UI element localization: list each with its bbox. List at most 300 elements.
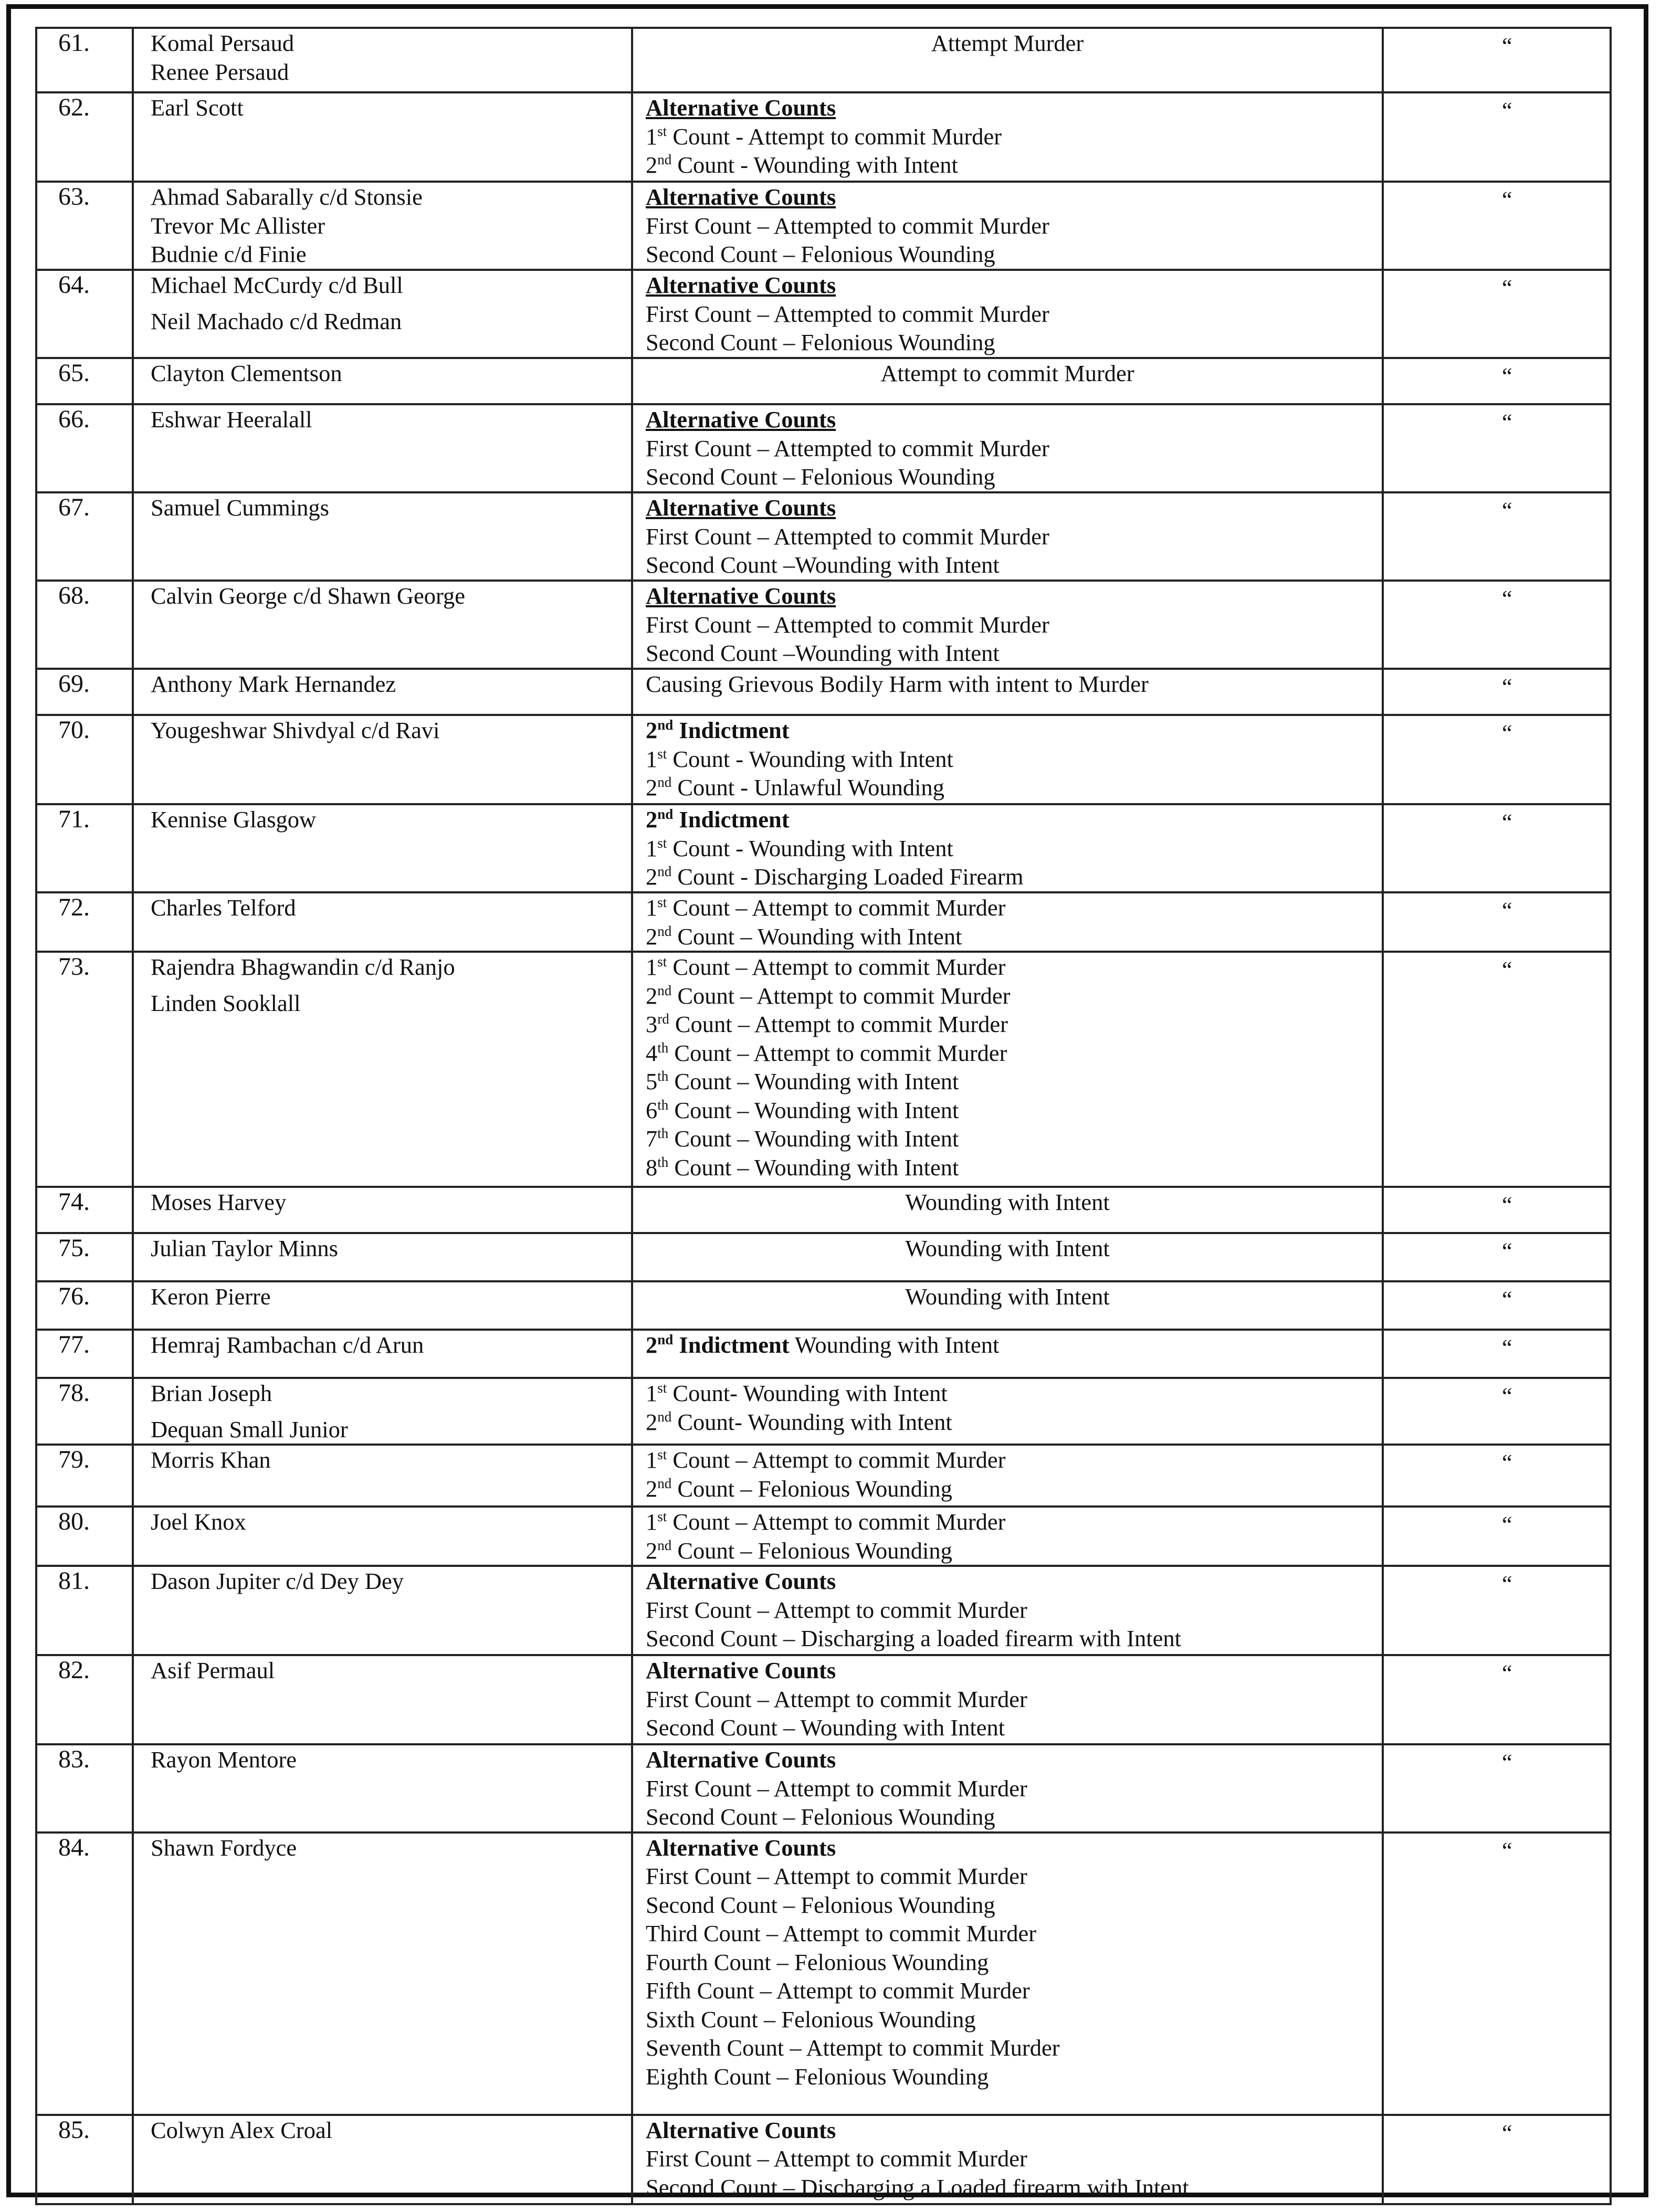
table-row <box>36 1187 1611 1233</box>
offence-text: Indictment <box>673 806 790 833</box>
ditto-mark <box>1383 2115 1611 2204</box>
offence-line <box>646 1834 1382 1862</box>
table-row <box>36 492 1611 581</box>
row-number: 71. <box>36 804 133 892</box>
ditto-symbol: “ <box>1502 1383 1512 1409</box>
ditto-mark <box>1383 1378 1611 1445</box>
table-row <box>36 182 1611 270</box>
offence-text: Count - Attempt to commit Murder <box>667 123 1002 150</box>
offence-line <box>633 1234 1382 1263</box>
offence-line <box>646 862 1382 891</box>
table-row <box>36 1507 1611 1566</box>
accused-name: Clayton Clementson <box>151 360 342 386</box>
offence-text: Alternative Counts <box>646 1834 836 1861</box>
table-row <box>36 669 1611 715</box>
offence-text: Count – Wounding with Intent <box>668 1125 959 1152</box>
count-ordinal: 1 <box>646 954 658 980</box>
ordinal-suffix: st <box>657 954 667 970</box>
offence-line <box>646 2062 1382 2091</box>
offence-text: Count – Attempt to commit Murder <box>669 1011 1008 1037</box>
offence-line <box>646 328 1382 357</box>
ditto-symbol: “ <box>1502 1837 1512 1863</box>
ditto-mark <box>1383 715 1611 804</box>
offence-cell <box>632 1187 1383 1233</box>
offence-text: Second Count – Felonious Wounding <box>646 1804 995 1830</box>
offence-line <box>646 773 1382 802</box>
table-row <box>36 1445 1611 1507</box>
row-number: 64. <box>36 270 133 358</box>
row-number: 69. <box>36 669 133 715</box>
offence-text: Wounding with Intent <box>905 1283 1110 1310</box>
offence-text: Alternative Counts <box>646 1657 836 1683</box>
offence-cell <box>632 92 1383 182</box>
accused-name: Dequan Small Junior <box>151 1416 348 1442</box>
offence-line <box>646 1685 1382 1714</box>
accused-names <box>133 581 632 669</box>
ordinal-suffix: nd <box>657 1332 674 1348</box>
ordinal-suffix: nd <box>657 1408 672 1425</box>
ordinal-suffix: th <box>657 1154 669 1170</box>
offence-cell <box>632 804 1383 892</box>
accused-name <box>151 300 631 307</box>
accused-name: Morris Khan <box>151 1447 271 1473</box>
offence-cell <box>632 1281 1383 1330</box>
ditto-mark <box>1383 404 1611 492</box>
offence-line <box>633 359 1382 388</box>
offence-line <box>646 93 1382 122</box>
accused-names <box>133 28 632 92</box>
offence-cell <box>632 669 1383 715</box>
row-number: 75. <box>36 1233 133 1281</box>
offence-text: Second Count – Felonious Wounding <box>646 329 995 355</box>
offence-text: Indictment <box>673 717 790 743</box>
offence-line <box>646 1153 1382 1182</box>
count-ordinal: 8 <box>646 1154 658 1181</box>
offence-cell <box>632 581 1383 669</box>
offence-line <box>646 1474 1382 1503</box>
row-number: 73. <box>36 952 133 1187</box>
ditto-symbol: “ <box>1502 2120 1512 2146</box>
accused-name: Charles Telford <box>151 894 296 921</box>
offence-cell <box>632 1507 1383 1566</box>
row-number: 77. <box>36 1330 133 1378</box>
accused-names <box>133 1445 632 1507</box>
count-ordinal: 2 <box>646 1537 658 1564</box>
ditto-mark <box>1383 669 1611 715</box>
offence-cell <box>632 892 1383 952</box>
ordinal-suffix: nd <box>657 1475 672 1491</box>
count-ordinal: 6 <box>646 1097 658 1123</box>
table-row <box>36 1330 1611 1378</box>
count-ordinal: 1 <box>646 1380 658 1406</box>
ditto-mark <box>1383 1281 1611 1330</box>
offence-line <box>646 1774 1382 1803</box>
ditto-symbol: “ <box>1502 898 1512 923</box>
offence-line <box>646 434 1382 463</box>
ditto-symbol: “ <box>1502 363 1512 389</box>
accused-name: Yougeshwar Shivdyal c/d Ravi <box>151 717 440 743</box>
offence-text: First Count – Attempted to commit Murder <box>646 523 1049 550</box>
offence-line <box>646 493 1382 522</box>
offence-text: Fifth Count – Attempt to commit Murder <box>646 1977 1030 2004</box>
row-number: 85. <box>36 2115 133 2204</box>
offence-cell <box>632 1233 1383 1281</box>
offence-text: Alternative Counts <box>646 583 836 609</box>
accused-name: Julian Taylor Minns <box>151 1235 338 1261</box>
offence-line <box>646 670 1382 699</box>
accused-name: Anthony Mark Hernandez <box>151 671 396 697</box>
accused-names <box>133 715 632 804</box>
ditto-mark <box>1383 1330 1611 1378</box>
accused-name <box>151 1408 631 1415</box>
row-number: 61. <box>36 28 133 92</box>
offence-line <box>646 982 1382 1010</box>
ditto-mark <box>1383 270 1611 358</box>
ditto-symbol: “ <box>1502 187 1512 213</box>
offence-line <box>646 1446 1382 1474</box>
ditto-symbol: “ <box>1502 809 1512 835</box>
ditto-symbol: “ <box>1502 1571 1512 1597</box>
ditto-symbol: “ <box>1502 1287 1512 1312</box>
row-number: 83. <box>36 1744 133 1832</box>
offence-line <box>646 551 1382 580</box>
offence-line <box>646 212 1382 240</box>
offence-text: Second Count –Wounding with Intent <box>646 640 1000 666</box>
row-number: 74. <box>36 1187 133 1233</box>
row-number: 68. <box>36 581 133 669</box>
count-ordinal: 4 <box>646 1039 658 1066</box>
accused-name: Brian Joseph <box>151 1380 272 1406</box>
ordinal-suffix: st <box>657 1509 667 1525</box>
offence-line <box>646 893 1382 922</box>
ditto-mark <box>1383 804 1611 892</box>
ordinal-suffix: nd <box>657 982 672 998</box>
table-row <box>36 28 1611 92</box>
ordinal-suffix: nd <box>657 863 672 880</box>
accused-name: Trevor Mc Allister <box>151 212 325 239</box>
ordinal-suffix: th <box>657 1125 669 1142</box>
ordinal-suffix: nd <box>657 1537 672 1553</box>
offence-text: Alternative Counts <box>646 272 836 298</box>
offence-cell <box>632 270 1383 358</box>
count-ordinal: 2 <box>646 806 658 833</box>
ditto-mark <box>1383 1445 1611 1507</box>
accused-name: Budnie c/d Finie <box>151 241 307 267</box>
offence-cell <box>632 715 1383 804</box>
table-row <box>36 952 1611 1187</box>
offence-text: Count – Attempt to commit Murder <box>667 894 1006 921</box>
offence-line <box>646 582 1382 610</box>
accused-names <box>133 1655 632 1744</box>
ditto-mark <box>1383 1187 1611 1233</box>
offence-text: Count - Wounding with Intent <box>671 152 958 178</box>
row-number: 67. <box>36 492 133 581</box>
ordinal-suffix: st <box>657 1447 667 1463</box>
count-ordinal: 2 <box>646 923 658 950</box>
table-row <box>36 92 1611 182</box>
offence-line <box>633 29 1382 58</box>
count-ordinal: 2 <box>646 863 658 890</box>
ditto-mark <box>1383 28 1611 92</box>
accused-names <box>133 270 632 358</box>
ordinal-suffix: st <box>657 835 667 851</box>
offence-line <box>646 2005 1382 2034</box>
accused-names <box>133 1281 632 1330</box>
ordinal-suffix: st <box>657 1380 667 1396</box>
offence-text: Third Count – Attempt to commit Murder <box>646 1920 1037 1946</box>
offence-line <box>646 1379 1382 1408</box>
offence-text: First Count – Attempted to commit Murder <box>646 611 1049 638</box>
offence-text: Second Count – Discharging a loaded firearm with Intent <box>646 1625 1181 1651</box>
offence-text: First Count – Attempt to commit Murder <box>646 1686 1027 1712</box>
ditto-mark <box>1383 952 1611 1187</box>
ordinal-suffix: nd <box>657 923 672 939</box>
offence-line <box>646 2116 1382 2145</box>
accused-names <box>133 1330 632 1378</box>
ditto-mark <box>1383 1655 1611 1744</box>
ordinal-suffix: nd <box>657 774 672 791</box>
row-number: 62. <box>36 92 133 182</box>
ditto-symbol: “ <box>1502 275 1512 301</box>
offence-text: Count – Attempt to commit Murder <box>667 1447 1006 1473</box>
offence-text: Count- Wounding with Intent <box>671 1408 952 1435</box>
table-row <box>36 804 1611 892</box>
table-row <box>36 358 1611 404</box>
accused-names <box>133 404 632 492</box>
offence-line <box>646 745 1382 774</box>
offence-line <box>646 610 1382 639</box>
accused-names <box>133 492 632 581</box>
ordinal-suffix: th <box>657 1039 669 1056</box>
ordinal-suffix: nd <box>657 717 674 733</box>
offence-line <box>646 122 1382 151</box>
row-number: 81. <box>36 1566 133 1655</box>
table-row <box>36 1832 1611 2115</box>
ditto-symbol: “ <box>1502 720 1512 746</box>
offence-text: Alternative Counts <box>646 494 836 521</box>
accused-names <box>133 669 632 715</box>
table-row <box>36 1233 1611 1281</box>
offence-text: Causing Grievous Bodily Harm with intent to Murder <box>646 671 1149 697</box>
count-ordinal: 5 <box>646 1068 658 1094</box>
offence-line <box>646 834 1382 863</box>
offence-text: First Count – Attempt to commit Murder <box>646 2145 1027 2172</box>
ditto-symbol: “ <box>1502 1238 1512 1264</box>
row-number: 79. <box>36 1445 133 1507</box>
offence-text: First Count – Attempt to commit Murder <box>646 1596 1027 1623</box>
table-row <box>36 892 1611 952</box>
offence-line <box>646 1862 1382 1891</box>
offence-text: Second Count –Wounding with Intent <box>646 552 1000 578</box>
offence-text: Count – Wounding with Intent <box>668 1097 959 1123</box>
offence-text: Count – Attempt to commit Murder <box>667 954 1006 980</box>
accused-name: Neil Machado c/d Redman <box>151 308 402 334</box>
ditto-mark <box>1383 581 1611 669</box>
accused-name: Shawn Fordyce <box>151 1834 297 1861</box>
offence-text: Count - Wounding with Intent <box>667 835 953 861</box>
table-row <box>36 1281 1611 1330</box>
ditto-symbol: “ <box>1502 409 1512 435</box>
offence-line <box>646 271 1382 300</box>
ordinal-suffix: rd <box>657 1011 669 1027</box>
offence-line <box>646 462 1382 491</box>
offence-text: Count – Felonious Wounding <box>671 1475 952 1502</box>
offence-line <box>646 1096 1382 1125</box>
ditto-symbol: “ <box>1502 957 1512 983</box>
offence-text: First Count – Attempted to commit Murder <box>646 435 1049 461</box>
count-ordinal: 1 <box>646 1447 658 1473</box>
count-ordinal: 7 <box>646 1125 658 1152</box>
count-ordinal: 2 <box>646 982 658 1009</box>
offence-line <box>646 1067 1382 1096</box>
ditto-symbol: “ <box>1502 1660 1512 1686</box>
accused-name: Joel Knox <box>151 1509 246 1535</box>
offence-cell <box>632 1445 1383 1507</box>
offence-line <box>646 2173 1382 2202</box>
count-ordinal: 2 <box>646 152 658 178</box>
offence-line <box>646 1624 1382 1653</box>
count-ordinal: 2 <box>646 774 658 800</box>
offence-text: Alternative Counts <box>646 406 836 433</box>
accused-names <box>133 1566 632 1655</box>
ditto-mark <box>1383 1507 1611 1566</box>
offence-text: Attempt Murder <box>931 30 1084 56</box>
offence-line <box>646 1656 1382 1685</box>
offence-tail: Wounding with Intent <box>789 1332 1000 1358</box>
ditto-symbol: “ <box>1502 674 1512 700</box>
accused-name: Rayon Mentore <box>151 1746 297 1773</box>
accused-name: Renee Persaud <box>151 58 289 85</box>
offence-cell <box>632 404 1383 492</box>
table-row <box>36 2115 1611 2204</box>
row-number: 65. <box>36 358 133 404</box>
ditto-mark <box>1383 1832 1611 2115</box>
offence-cell <box>632 952 1383 1187</box>
ordinal-suffix: th <box>657 1068 669 1084</box>
accused-name: Komal Persaud <box>151 30 295 56</box>
accused-name: Eshwar Heeralall <box>151 406 312 433</box>
table-row <box>36 1655 1611 1744</box>
offence-line <box>646 1713 1382 1742</box>
accused-names <box>133 182 632 270</box>
ditto-mark <box>1383 1744 1611 1832</box>
row-number: 84. <box>36 1832 133 2115</box>
offence-line <box>646 1891 1382 1920</box>
offence-line <box>646 300 1382 329</box>
offence-cell <box>632 1655 1383 1744</box>
accused-names <box>133 1233 632 1281</box>
accused-name <box>151 982 631 989</box>
ditto-mark <box>1383 1233 1611 1281</box>
offence-text: Count - Discharging Loaded Firearm <box>671 863 1024 890</box>
accused-names <box>133 2115 632 2204</box>
accused-names <box>133 92 632 182</box>
table-row <box>36 581 1611 669</box>
offence-line <box>646 405 1382 434</box>
offence-text: Alternative Counts <box>646 1746 836 1773</box>
offence-cell <box>632 1330 1383 1378</box>
table-row <box>36 404 1611 492</box>
offence-text: Alternative Counts <box>646 184 836 210</box>
accused-name: Linden Sooklall <box>151 989 301 1016</box>
row-number: 66. <box>36 404 133 492</box>
offence-line <box>646 522 1382 551</box>
offence-cell <box>632 1378 1383 1445</box>
ditto-symbol: “ <box>1502 498 1512 523</box>
offence-line <box>646 1596 1382 1625</box>
count-ordinal: 1 <box>646 835 658 861</box>
offence-text: Sixth Count – Felonious Wounding <box>646 2006 976 2032</box>
accused-names <box>133 892 632 952</box>
offence-text: Count – Attempt to commit Murder <box>671 982 1011 1009</box>
accused-name: Samuel Cummings <box>151 494 329 521</box>
ditto-mark <box>1383 492 1611 581</box>
accused-names <box>133 804 632 892</box>
ordinal-suffix: st <box>657 745 667 762</box>
offence-cell <box>632 358 1383 404</box>
accused-name: Moses Harvey <box>151 1189 287 1215</box>
accused-names <box>133 1507 632 1566</box>
ditto-mark <box>1383 892 1611 952</box>
offence-text: First Count – Attempted to commit Murder <box>646 300 1049 327</box>
offence-line <box>646 2144 1382 2173</box>
row-number: 78. <box>36 1378 133 1445</box>
count-ordinal: 1 <box>646 894 658 921</box>
offence-line <box>646 1508 1382 1536</box>
offence-line <box>646 1536 1382 1565</box>
offence-line <box>646 1919 1382 1948</box>
count-ordinal: 1 <box>646 123 658 150</box>
accused-names <box>133 358 632 404</box>
row-number: 63. <box>36 182 133 270</box>
offence-line <box>646 1408 1382 1437</box>
accused-names <box>133 1187 632 1233</box>
offence-line <box>646 639 1382 668</box>
ditto-mark <box>1383 92 1611 182</box>
offence-line <box>646 1948 1382 1977</box>
row-number: 76. <box>36 1281 133 1330</box>
offence-text: Alternative Counts <box>646 94 836 121</box>
table-row <box>36 1566 1611 1655</box>
table-row <box>36 1744 1611 1832</box>
offence-text: Count - Unlawful Wounding <box>671 774 944 800</box>
offence-line <box>646 151 1382 180</box>
accused-name: Michael McCurdy c/d Bull <box>151 272 403 298</box>
offence-text: Eighth Count – Felonious Wounding <box>646 2063 989 2090</box>
offence-cell <box>632 1566 1383 1655</box>
offence-text: Second Count – Felonious Wounding <box>646 464 995 490</box>
offence-text: Attempt to commit Murder <box>880 360 1134 386</box>
ditto-symbol: “ <box>1502 586 1512 612</box>
row-number: 70. <box>36 715 133 804</box>
ditto-mark <box>1383 182 1611 270</box>
accused-name: Earl Scott <box>151 94 244 121</box>
offence-text: Count – Wounding with Intent <box>668 1154 959 1181</box>
table-row <box>36 1378 1611 1445</box>
offence-line <box>633 1188 1382 1217</box>
indictment-table <box>35 27 1612 2205</box>
ditto-symbol: “ <box>1502 33 1512 59</box>
offence-line <box>646 805 1382 834</box>
count-ordinal: 1 <box>646 1509 658 1535</box>
ordinal-suffix: st <box>657 123 667 139</box>
offence-text: Alternative Counts <box>646 1568 836 1594</box>
ditto-symbol: “ <box>1502 1192 1512 1218</box>
ditto-symbol: “ <box>1502 1335 1512 1361</box>
offence-line <box>646 922 1382 951</box>
count-ordinal: 3 <box>646 1011 658 1037</box>
offence-text: Count – Wounding with Intent <box>668 1068 959 1094</box>
